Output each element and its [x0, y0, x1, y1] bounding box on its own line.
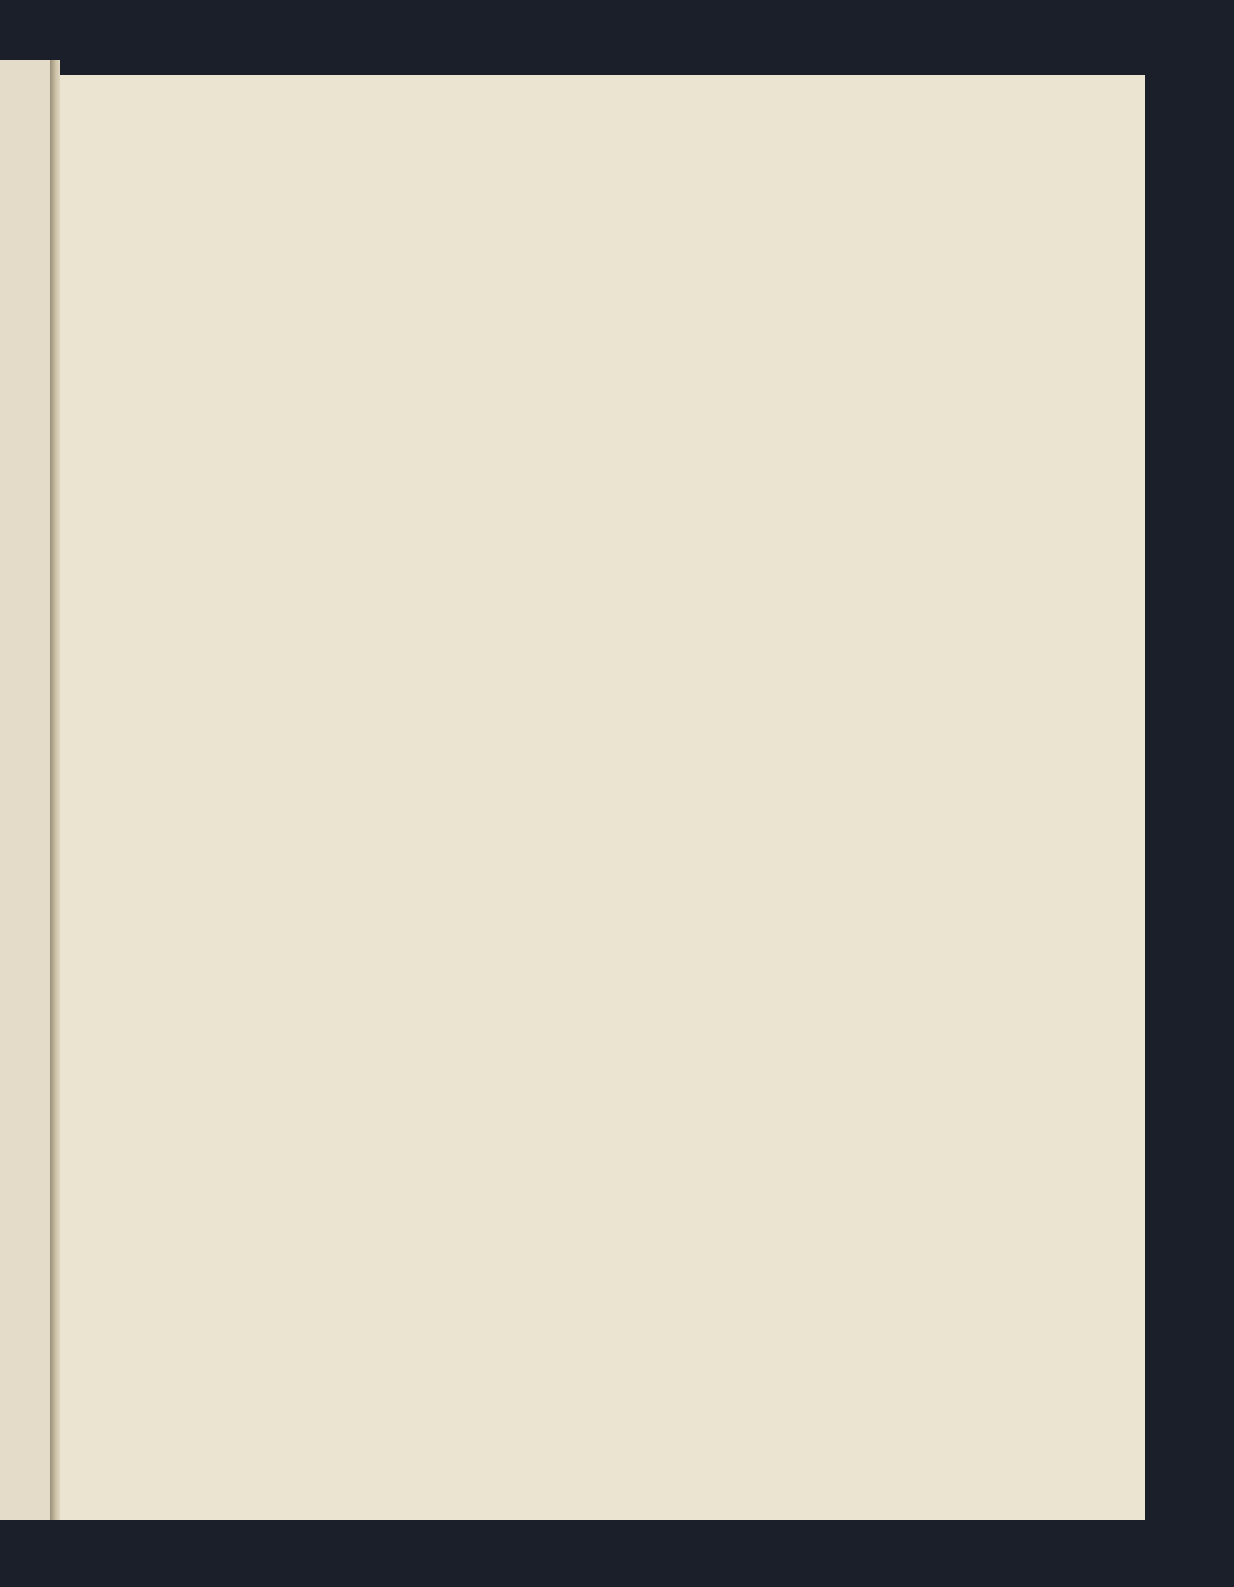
page — [60, 75, 1145, 1520]
book-spine — [50, 60, 60, 1520]
left-page-fragment — [0, 60, 51, 1520]
